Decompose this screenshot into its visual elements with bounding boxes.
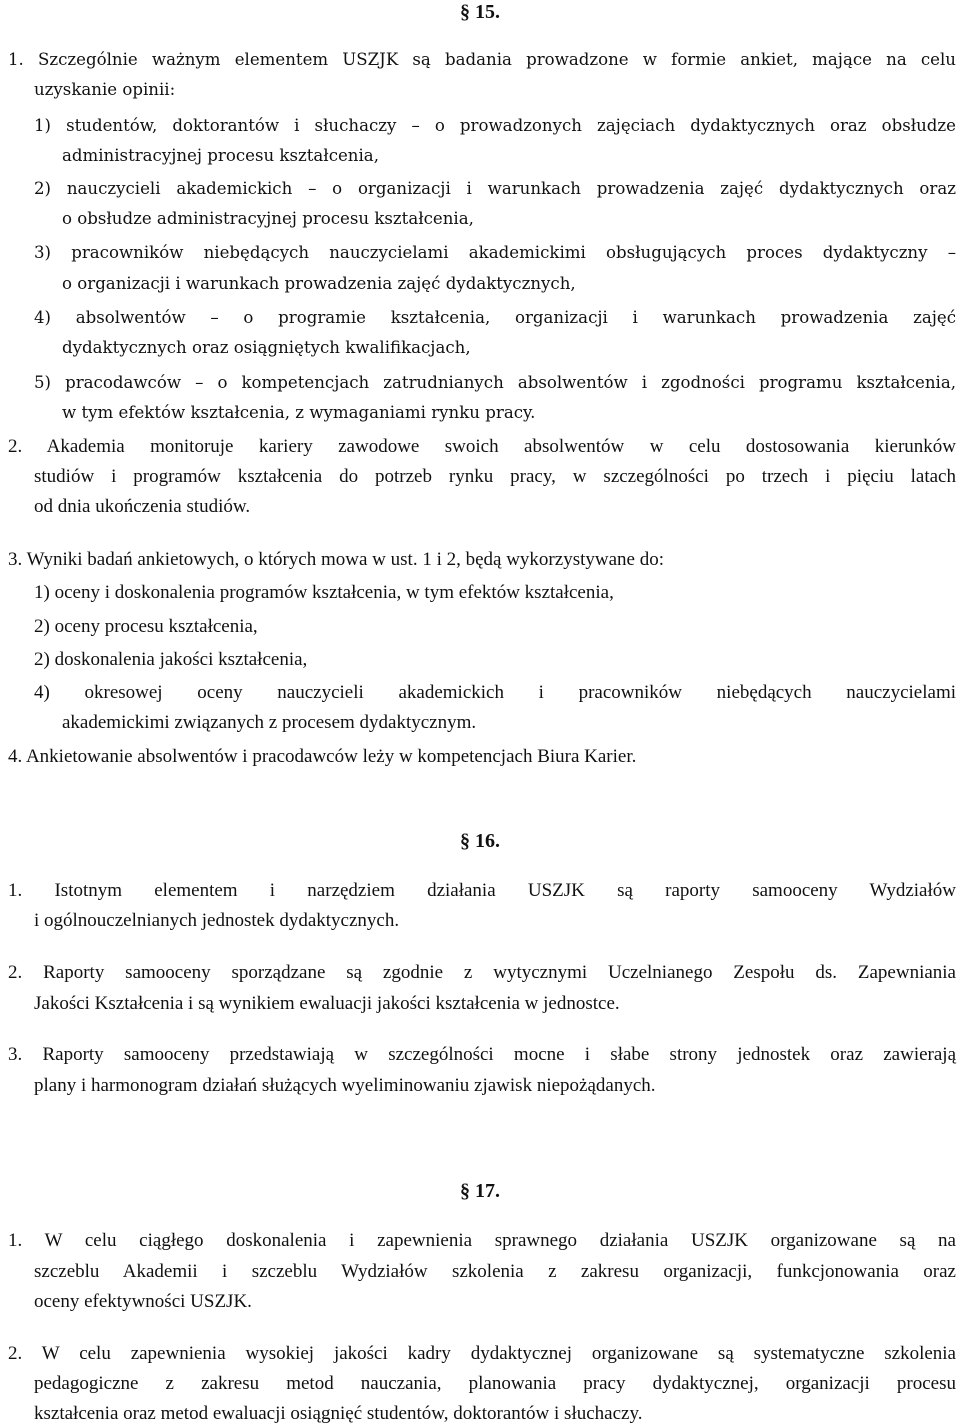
list-item: 2) nauczycieli akademickich – o organizacji i warunkach prowadzenia zajęć dydaktycznych oraz bbox=[34, 179, 956, 198]
paragraph-line: oceny efektywności USZJK. bbox=[34, 1291, 252, 1312]
list-item: 1) studentów, doktorantów i słuchaczy – o prowadzonych zajęciach dydaktycznych oraz obsłudze bbox=[34, 116, 956, 135]
list-item: 2) doskonalenia jakości kształcenia, bbox=[34, 649, 308, 670]
list-item: 2) oceny procesu kształcenia, bbox=[34, 616, 258, 637]
paragraph-line: 1. Istotnym elementem i narzędziem działania USZJK są raporty samooceny Wydziałów bbox=[8, 880, 956, 901]
paragraph-line: pedagogiczne z zakresu metod nauczania, planowania pracy dydaktycznej, organizacji procesu bbox=[34, 1373, 956, 1394]
paragraph-line: 2. W celu zapewnienia wysokiej jakości kadry dydaktycznej organizowane są systematyczne szkolenia bbox=[8, 1343, 956, 1364]
paragraph-line: i ogólnouczelnianych jednostek dydaktycznych. bbox=[34, 910, 400, 931]
paragraph-line: od dnia ukończenia studiów. bbox=[34, 496, 251, 517]
section-heading: § 16. bbox=[460, 830, 500, 852]
list-item: 1) oceny i doskonalenia programów kształcenia, w tym efektów kształcenia, bbox=[34, 582, 614, 603]
paragraph-line: 2. Akademia monitoruje kariery zawodowe swoich absolwentów w celu dostosowania kierunków bbox=[8, 436, 956, 457]
paragraph-line: 3. Raporty samooceny przedstawiają w szczególności mocne i słabe strony jednostek oraz zawierają bbox=[8, 1044, 956, 1065]
list-item: o organizacji i warunkach prowadzenia zajęć dydaktycznych, bbox=[62, 274, 576, 293]
section-heading: § 15. bbox=[460, 1, 500, 23]
paragraph-line: studiów i programów kształcenia do potrzeb rynku pracy, w szczególności po trzech i pięciu latach bbox=[34, 466, 956, 487]
paragraph-line: 1. W celu ciągłego doskonalenia i zapewnienia sprawnego działania USZJK organizowane są na bbox=[8, 1230, 956, 1251]
list-item: 5) pracodawców – o kompetencjach zatrudnianych absolwentów i zgodności programu kształcenia, bbox=[34, 373, 956, 392]
section-heading: § 17. bbox=[460, 1180, 500, 1202]
paragraph-line: 3. Wyniki badań ankietowych, o których mowa w ust. 1 i 2, będą wykorzystywane do: bbox=[8, 549, 664, 570]
paragraph-line: plany i harmonogram działań służących wyeliminowaniu zjawisk niepożądanych. bbox=[34, 1075, 656, 1096]
paragraph-line: Jakości Kształcenia i są wynikiem ewaluacji jakości kształcenia w jednostce. bbox=[34, 993, 620, 1014]
paragraph-line: szczeblu Akademii i szczeblu Wydziałów szkolenia z zakresu organizacji, funkcjonowania oraz bbox=[34, 1261, 956, 1282]
paragraph-line: 2. Raporty samooceny sporządzane są zgodnie z wytycznymi Uczelnianego Zespołu ds. Zapewniania bbox=[8, 962, 956, 983]
list-item: dydaktycznych oraz osiągniętych kwalifikacjach, bbox=[62, 338, 471, 357]
list-item: administracyjnej procesu kształcenia, bbox=[62, 146, 379, 165]
paragraph-line: uzyskanie opinii: bbox=[34, 80, 176, 99]
paragraph-line: 1. Szczególnie ważnym elementem USZJK są badania prowadzone w formie ankiet, mające na celu bbox=[8, 50, 956, 69]
list-item: w tym efektów kształcenia, z wymaganiami rynku pracy. bbox=[62, 403, 536, 422]
list-item: 3) pracowników niebędących nauczycielami akademickimi obsługujących proces dydaktyczny – bbox=[34, 243, 956, 262]
paragraph-line: 4. Ankietowanie absolwentów i pracodawców leży w kompetencjach Biura Karier. bbox=[8, 746, 637, 767]
list-item: 4) absolwentów – o programie kształcenia, organizacji i warunkach prowadzenia zajęć bbox=[34, 308, 956, 327]
paragraph-line: kształcenia oraz metod ewaluacji osiągnięć studentów, doktorantów i słuchaczy. bbox=[34, 1403, 643, 1424]
list-item: 4) okresowej oceny nauczycieli akademickich i pracowników niebędących nauczycielami bbox=[34, 682, 956, 703]
list-item: o obsłudze administracyjnej procesu kształcenia, bbox=[62, 209, 474, 228]
list-item: akademickimi związanych z procesem dydaktycznym. bbox=[62, 712, 477, 733]
